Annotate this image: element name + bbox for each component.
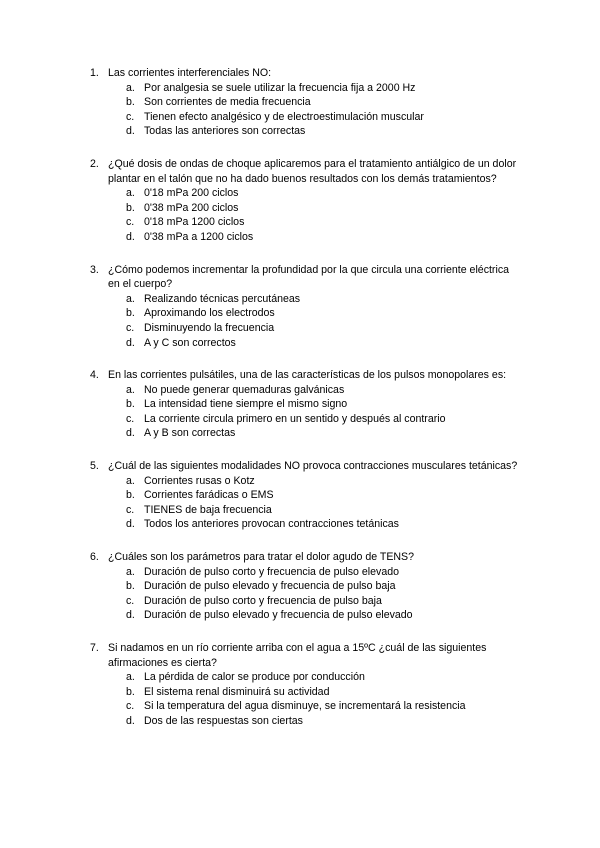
option-letter: a. (126, 383, 135, 396)
question-text: ¿Cómo podemos incrementar la profundidad por la que circula una corriente eléctrica en el cuerpo? (108, 263, 510, 291)
option-text: Dos de las respuestas son ciertas (144, 714, 303, 727)
option-text: Todos los anteriores provocan contracciones tetánicas (144, 518, 399, 531)
option-letter: d. (126, 427, 135, 440)
option-b (0, 685, 600, 700)
option-d (0, 124, 600, 139)
question-6 (0, 550, 600, 623)
option-letter: d. (126, 518, 135, 531)
question-text: ¿Qué dosis de ondas de choque aplicaremos para el tratamiento antiálgico de un dolor plantar en el talón que no ha dado buenos resultados con los demás tratamientos? (108, 157, 517, 185)
option-letter: b. (126, 580, 135, 593)
option-b (0, 488, 600, 503)
question-number: 1. (90, 67, 99, 79)
option-text: La corriente circula primero en un sentido y después al contrario (144, 412, 446, 425)
option-letter: d. (126, 230, 135, 243)
option-letter: c. (126, 594, 135, 607)
option-letter: c. (126, 110, 135, 123)
question-text: ¿Cuáles son los parámetros para tratar el dolor agudo de TENS? (108, 551, 415, 564)
option-letter: c. (126, 503, 135, 516)
option-text: Duración de pulso corto y frecuencia de pulso baja (144, 594, 382, 607)
option-a (0, 670, 600, 685)
option-letter: a. (126, 671, 135, 684)
option-letter: d. (126, 125, 135, 138)
option-letter: d. (126, 714, 135, 727)
question-list (0, 66, 600, 747)
option-text: No puede generar quemaduras galvánicas (144, 383, 345, 396)
option-c (0, 503, 600, 518)
option-c (0, 321, 600, 336)
option-letter: b. (126, 398, 135, 411)
option-c (0, 215, 600, 230)
option-text: 0'38 mPa a 1200 ciclos (144, 230, 254, 243)
option-text: Disminuyendo la frecuencia (144, 321, 275, 334)
option-b (0, 201, 600, 216)
question-number: 6. (90, 551, 99, 564)
option-letter: d. (126, 336, 135, 349)
option-text: Tienen efecto analgésico y de electroestimulación muscular (144, 110, 424, 123)
question-3 (0, 263, 600, 351)
option-b (0, 306, 600, 321)
option-letter: c. (126, 700, 135, 713)
option-list (0, 383, 600, 441)
option-list (0, 670, 600, 728)
option-a (0, 81, 600, 96)
question-2 (0, 157, 600, 245)
option-text: El sistema renal disminuirá su actividad (144, 685, 330, 698)
option-letter: b. (126, 201, 135, 214)
option-text: Son corrientes de media frecuencia (144, 96, 311, 109)
option-letter: a. (126, 81, 135, 94)
option-text: Si la temperatura del agua disminuye, se incrementará la resistencia (144, 700, 466, 713)
option-d (0, 426, 600, 441)
option-text: Corrientes rusas o Kotz (144, 474, 255, 487)
option-d (0, 230, 600, 245)
question-number: 2. (90, 157, 99, 170)
option-c (0, 412, 600, 427)
question-5 (0, 459, 600, 532)
question-7 (0, 641, 600, 729)
option-d (0, 608, 600, 623)
option-letter: a. (126, 187, 135, 200)
option-a (0, 474, 600, 489)
option-text: Aproximando los electrodos (144, 307, 275, 320)
option-letter: b. (126, 307, 135, 320)
option-a (0, 565, 600, 580)
option-letter: a. (126, 474, 135, 487)
question-text: Las corrientes interferenciales NO: (108, 67, 272, 79)
option-text: Todas las anteriores son correctas (144, 125, 306, 138)
option-letter: c. (126, 216, 135, 229)
option-text: TIENES de baja frecuencia (144, 503, 272, 516)
option-text: A y C son correctos (144, 336, 236, 349)
option-text: Realizando técnicas percutáneas (144, 292, 301, 305)
option-text: 0'18 mPa 1200 ciclos (144, 216, 245, 229)
option-text: A y B son correctas (144, 427, 236, 440)
question-1 (0, 66, 600, 139)
option-list (0, 292, 600, 350)
option-letter: b. (126, 96, 135, 109)
option-text: La pérdida de calor se produce por conducción (144, 671, 365, 684)
option-b (0, 95, 600, 110)
question-number: 4. (90, 369, 99, 382)
option-text: Duración de pulso elevado y frecuencia de pulso baja (144, 580, 396, 593)
option-a (0, 383, 600, 398)
option-letter: a. (126, 292, 135, 305)
question-number: 3. (90, 263, 99, 276)
option-letter: b. (126, 685, 135, 698)
question-4 (0, 368, 600, 441)
question-text: Si nadamos en un río corriente arriba con el agua a 15ºC ¿cuál de las siguientes afirmaciones es cierta? (108, 642, 487, 669)
option-letter: a. (126, 565, 135, 578)
option-text: Duración de pulso corto y frecuencia de pulso elevado (144, 565, 399, 578)
option-letter: d. (126, 609, 135, 622)
option-b (0, 579, 600, 594)
option-list (0, 81, 600, 139)
option-b (0, 397, 600, 412)
question-text: ¿Cuál de las siguientes modalidades NO provoca contracciones musculares tetánicas? (108, 460, 518, 473)
option-letter: c. (126, 412, 135, 425)
option-letter: c. (126, 321, 135, 334)
option-c (0, 699, 600, 714)
option-text: 0'18 mPa 200 ciclos (144, 187, 239, 200)
option-text: La intensidad tiene siempre el mismo signo (144, 398, 348, 411)
option-c (0, 594, 600, 609)
question-text: En las corrientes pulsátiles, una de las características de los pulsos monopolares es: (108, 369, 507, 382)
option-a (0, 292, 600, 307)
option-letter: b. (126, 489, 135, 502)
option-a (0, 186, 600, 201)
option-text: Duración de pulso elevado y frecuencia de pulso elevado (144, 609, 413, 622)
option-list (0, 565, 600, 623)
option-d (0, 517, 600, 532)
question-number: 5. (90, 460, 99, 473)
option-text: Corrientes farádicas o EMS (144, 489, 274, 502)
option-text: 0'38 mPa 200 ciclos (144, 201, 239, 214)
option-list (0, 474, 600, 532)
question-number: 7. (90, 642, 99, 654)
option-list (0, 186, 600, 244)
option-c (0, 110, 600, 125)
option-d (0, 336, 600, 351)
option-text: Por analgesia se suele utilizar la frecuencia fija a 2000 Hz (144, 81, 416, 94)
option-d (0, 714, 600, 729)
